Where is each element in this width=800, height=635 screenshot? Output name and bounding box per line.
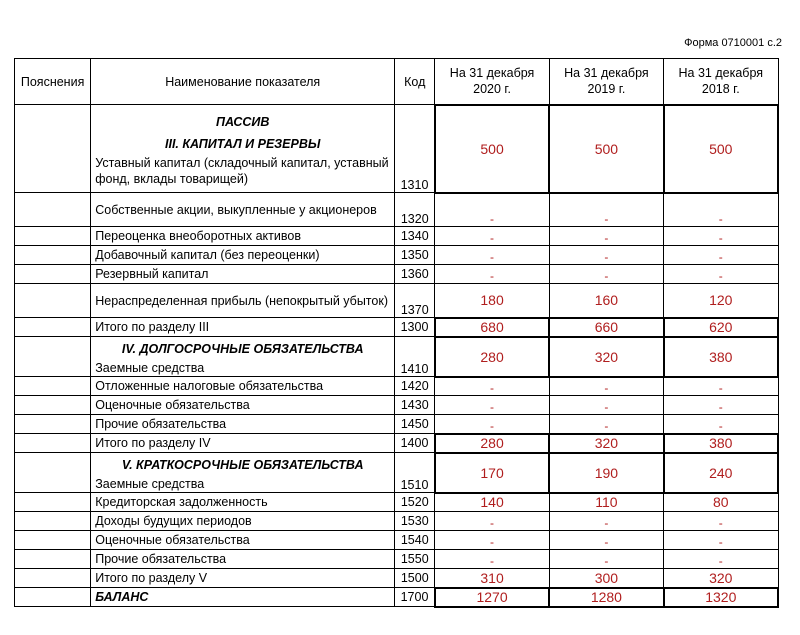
table-row (15, 415, 779, 434)
value-2018: - (664, 415, 778, 434)
value-2019: 110 (549, 493, 663, 512)
row-code: 1540 (395, 531, 435, 550)
header-row (15, 59, 779, 105)
explanation-cell (15, 531, 91, 550)
value-2020: 180 (435, 284, 549, 318)
value-2018: 240 (664, 453, 778, 493)
table-row (15, 246, 779, 265)
indicator-name: Итого по разделу III (91, 318, 395, 337)
value-2019: 190 (549, 453, 663, 493)
table-row (15, 453, 779, 493)
indicator-name: Нераспределенная прибыль (непокрытый убыток) (91, 284, 395, 318)
explanation-cell (15, 415, 91, 434)
form-code: Форма 0710001 с.2 (684, 37, 782, 49)
indicator-name: Добавочный капитал (без переоценки) (91, 246, 395, 265)
value-2018: - (664, 227, 778, 246)
table-row (15, 337, 779, 377)
row-code: 1410 (395, 337, 435, 377)
explanation-cell (15, 396, 91, 415)
explanation-cell (15, 434, 91, 453)
value-2018: - (664, 396, 778, 415)
value-2018: 320 (664, 569, 778, 588)
header-code: Код (395, 59, 435, 105)
value-2019: 320 (549, 434, 663, 453)
indicator-name (91, 105, 395, 193)
table-row (15, 265, 779, 284)
value-2018: 620 (664, 318, 778, 337)
row-code: 1450 (395, 415, 435, 434)
header-2019: На 31 декабря 2019 г. (549, 59, 663, 105)
indicator-name: Доходы будущих периодов (91, 512, 395, 531)
value-2018: - (664, 512, 778, 531)
table-row (15, 193, 779, 227)
value-2020: - (435, 227, 549, 246)
row-code: 1700 (395, 588, 435, 607)
explanation-cell (15, 569, 91, 588)
value-2019: 320 (549, 337, 663, 377)
value-2018: 500 (664, 105, 778, 193)
value-2018: - (664, 265, 778, 284)
explanation-cell (15, 284, 91, 318)
value-2018: 1320 (664, 588, 778, 607)
table-row (15, 227, 779, 246)
value-2020: - (435, 531, 549, 550)
indicator-name (91, 453, 395, 493)
value-2019: 160 (549, 284, 663, 318)
table-row (15, 105, 779, 193)
header-indicator: Наименование показателя (91, 59, 395, 105)
row-code: 1500 (395, 569, 435, 588)
indicator-name: БАЛАНС (91, 588, 395, 607)
header-2018: На 31 декабря 2018 г. (664, 59, 778, 105)
section-title: IV. ДОЛГОСРОЧНЫЕ ОБЯЗАТЕЛЬСТВА (121, 341, 364, 356)
indicator-name: Прочие обязательства (91, 415, 395, 434)
row-code: 1350 (395, 246, 435, 265)
value-2019: 500 (549, 105, 663, 193)
value-2019: - (549, 531, 663, 550)
value-2020: - (435, 377, 549, 396)
indicator-name: Резервный капитал (91, 265, 395, 284)
value-2019: - (549, 377, 663, 396)
value-2020: - (435, 415, 549, 434)
explanation-cell (15, 227, 91, 246)
explanation-cell (15, 550, 91, 569)
explanation-cell (15, 265, 91, 284)
value-2020: 280 (435, 434, 549, 453)
header-2020: На 31 декабря 2020 г. (435, 59, 549, 105)
value-2020: - (435, 265, 549, 284)
table-row (15, 512, 779, 531)
indicator-name (91, 337, 395, 377)
value-2018: - (664, 193, 778, 227)
explanation-cell (15, 377, 91, 396)
indicator-label: Заемные средства (95, 360, 205, 375)
indicator-name: Итого по разделу V (91, 569, 395, 588)
value-2020: 680 (435, 318, 549, 337)
row-code: 1320 (395, 193, 435, 227)
explanation-cell (15, 246, 91, 265)
indicator-name: Кредиторская задолженность (91, 493, 395, 512)
value-2019: 660 (549, 318, 663, 337)
explanation-cell (15, 588, 91, 607)
value-2019: - (549, 415, 663, 434)
balance-sheet-table (14, 58, 779, 608)
value-2020: 140 (435, 493, 549, 512)
value-2019: - (549, 396, 663, 415)
table-row (15, 396, 779, 415)
value-2018: - (664, 531, 778, 550)
value-2018: - (664, 377, 778, 396)
value-2019: - (549, 512, 663, 531)
value-2018: 380 (664, 337, 778, 377)
row-code: 1310 (395, 105, 435, 193)
explanation-cell (15, 193, 91, 227)
indicator-name: Собственные акции, выкупленные у акционеров (91, 193, 395, 227)
indicator-name: Переоценка внеоборотных активов (91, 227, 395, 246)
value-2020: - (435, 512, 549, 531)
row-code: 1430 (395, 396, 435, 415)
value-2020: - (435, 193, 549, 227)
explanation-cell (15, 493, 91, 512)
section-title: ПАССИВ (215, 114, 270, 129)
row-code: 1550 (395, 550, 435, 569)
value-2020: 280 (435, 337, 549, 377)
row-code: 1360 (395, 265, 435, 284)
table-row (15, 377, 779, 396)
indicator-label: Заемные средства (95, 476, 205, 491)
value-2019: - (549, 265, 663, 284)
indicator-name: Прочие обязательства (91, 550, 395, 569)
table-row (15, 569, 779, 588)
indicator-label: Уставный капитал (складочный капитал, уставный фонд, вклады товарищей) (95, 155, 389, 186)
value-2018: 380 (664, 434, 778, 453)
value-2019: - (549, 550, 663, 569)
table-row (15, 318, 779, 337)
table-row (15, 531, 779, 550)
explanation-cell (15, 318, 91, 337)
table-row (15, 284, 779, 318)
value-2018: - (664, 550, 778, 569)
value-2020: - (435, 396, 549, 415)
row-code: 1420 (395, 377, 435, 396)
section-title: III. КАПИТАЛ И РЕЗЕРВЫ (165, 136, 321, 151)
row-code: 1300 (395, 318, 435, 337)
value-2019: 1280 (549, 588, 663, 607)
explanation-cell (15, 512, 91, 531)
value-2018: 80 (664, 493, 778, 512)
value-2019: 300 (549, 569, 663, 588)
table-row (15, 588, 779, 607)
row-code: 1530 (395, 512, 435, 531)
explanation-cell (15, 453, 91, 493)
row-code: 1340 (395, 227, 435, 246)
value-2020: 500 (435, 105, 549, 193)
table-row (15, 434, 779, 453)
row-code: 1370 (395, 284, 435, 318)
row-code: 1400 (395, 434, 435, 453)
value-2020: - (435, 246, 549, 265)
value-2019: - (549, 193, 663, 227)
header-explanations: Пояснения (15, 59, 91, 105)
table-row (15, 550, 779, 569)
indicator-name: Итого по разделу IV (91, 434, 395, 453)
value-2018: 120 (664, 284, 778, 318)
value-2020: - (435, 550, 549, 569)
value-2018: - (664, 246, 778, 265)
section-title: V. КРАТКОСРОЧНЫЕ ОБЯЗАТЕЛЬСТВА (121, 457, 364, 472)
indicator-name: Отложенные налоговые обязательства (91, 377, 395, 396)
explanation-cell (15, 105, 91, 193)
value-2019: - (549, 227, 663, 246)
value-2020: 170 (435, 453, 549, 493)
indicator-name: Оценочные обязательства (91, 396, 395, 415)
row-code: 1520 (395, 493, 435, 512)
indicator-name: Оценочные обязательства (91, 531, 395, 550)
table-row (15, 493, 779, 512)
row-code: 1510 (395, 453, 435, 493)
value-2020: 1270 (435, 588, 549, 607)
value-2020: 310 (435, 569, 549, 588)
value-2019: - (549, 246, 663, 265)
explanation-cell (15, 337, 91, 377)
